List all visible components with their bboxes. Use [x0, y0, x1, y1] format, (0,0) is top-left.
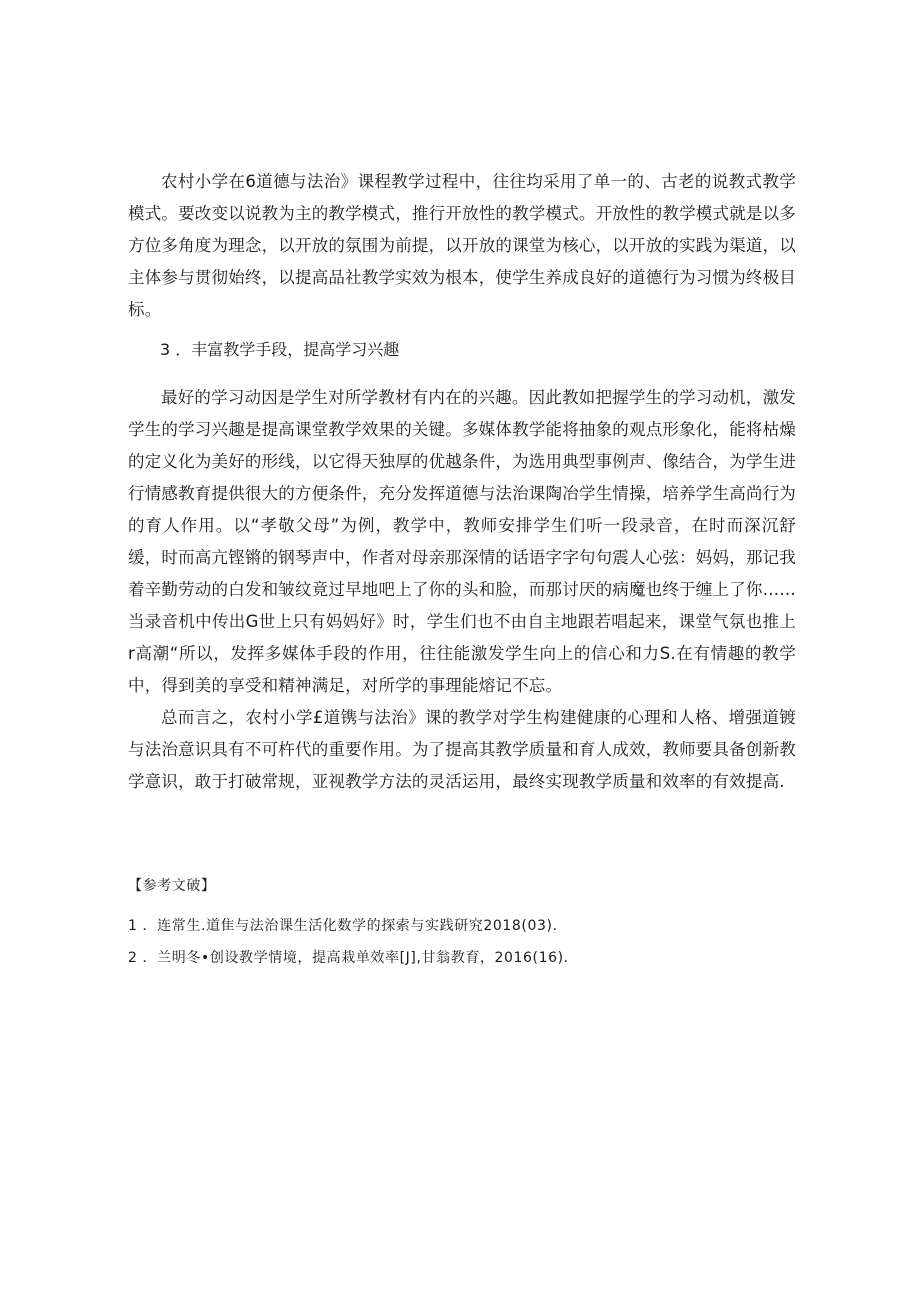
reference-item-1: 1 ．连常生.道隹与法治课生活化数学的探索与实践研究2018(03). — [128, 918, 558, 934]
references-title: 【参考文破】 — [128, 878, 216, 894]
section-heading-3: 3 ．丰富教学手段，提高学习兴趣 — [160, 340, 400, 359]
paragraph-conclusion: 总而言之，农村小学£道镌与法治》课的教学对学生构建健康的心理和人格、增强道镀与法治意识具有不可杵代的重要作用。为了提高其教学质量和育人成效，教师要具备创新教学意识，敢于打破常规，亚视教学方法的灵活运用，最终实现教学质量和效率的有效提高. — [128, 708, 796, 791]
reference-item-2: 2 ．兰明冬•创设教学情境，提高栽单效率[J],甘翁教育，2016(16). — [128, 950, 569, 966]
body-text — [128, 166, 796, 798]
references-section — [128, 872, 796, 974]
paragraph-multimedia-teaching: 最好的学习动因是学生对所学教材有内在的兴趣。因此教如把握学生的学习动机，激发学生的学习兴趣是提高课堂教学效果的关键。多媒体教学能将抽象的观点形象化，能将枯燥的定义化为美好的形线，以它得天独厚的优越条件，为选用典型事例声、像结合，为学生进行情感教育提供很大的方便条件，充分发挥道德与法治课陶冶学生情操，培养学生高尚行为的育人作用。以“孝敬父母”为例，教学中，教师安排学生们听一段录音，在时而深沉舒缓，时而高亢铿锵的钢琴声中，作者对母亲那深情的话语字字句句震人心弦：妈妈，那记我着辛勤劳动的白发和皱纹竟过早地吧上了你的头和脸，而那讨厌的病魔也终于缠上了你……当录音机中传出G世上只有妈妈好》时，学生们也不由自主地跟若唱起来，课堂气氛也推上r高潮“所以，发挥多媒体手段的作用，往往能激发学生向上的信心和力S.在有情趣的教学中，得到美的享受和精神满足，对所学的事理能熔记不忘。 — [128, 388, 796, 695]
paragraph-open-teaching-mode: 农村小学在6道德与法治》课程教学过程中，往往均采用了单一的、古老的说教式教学模式。要改变以说教为主的教学模式，推行开放性的教学模式。开放性的教学模式就是以多方位多角度为理念，以开放的氛围为前提，以开放的课堂为核心，以开放的实践为渠道，以主体参与贯彻始终，以提高品社教学实效为根本，使学生养成良好的道德行为习惯为终极目标。 — [128, 172, 796, 319]
